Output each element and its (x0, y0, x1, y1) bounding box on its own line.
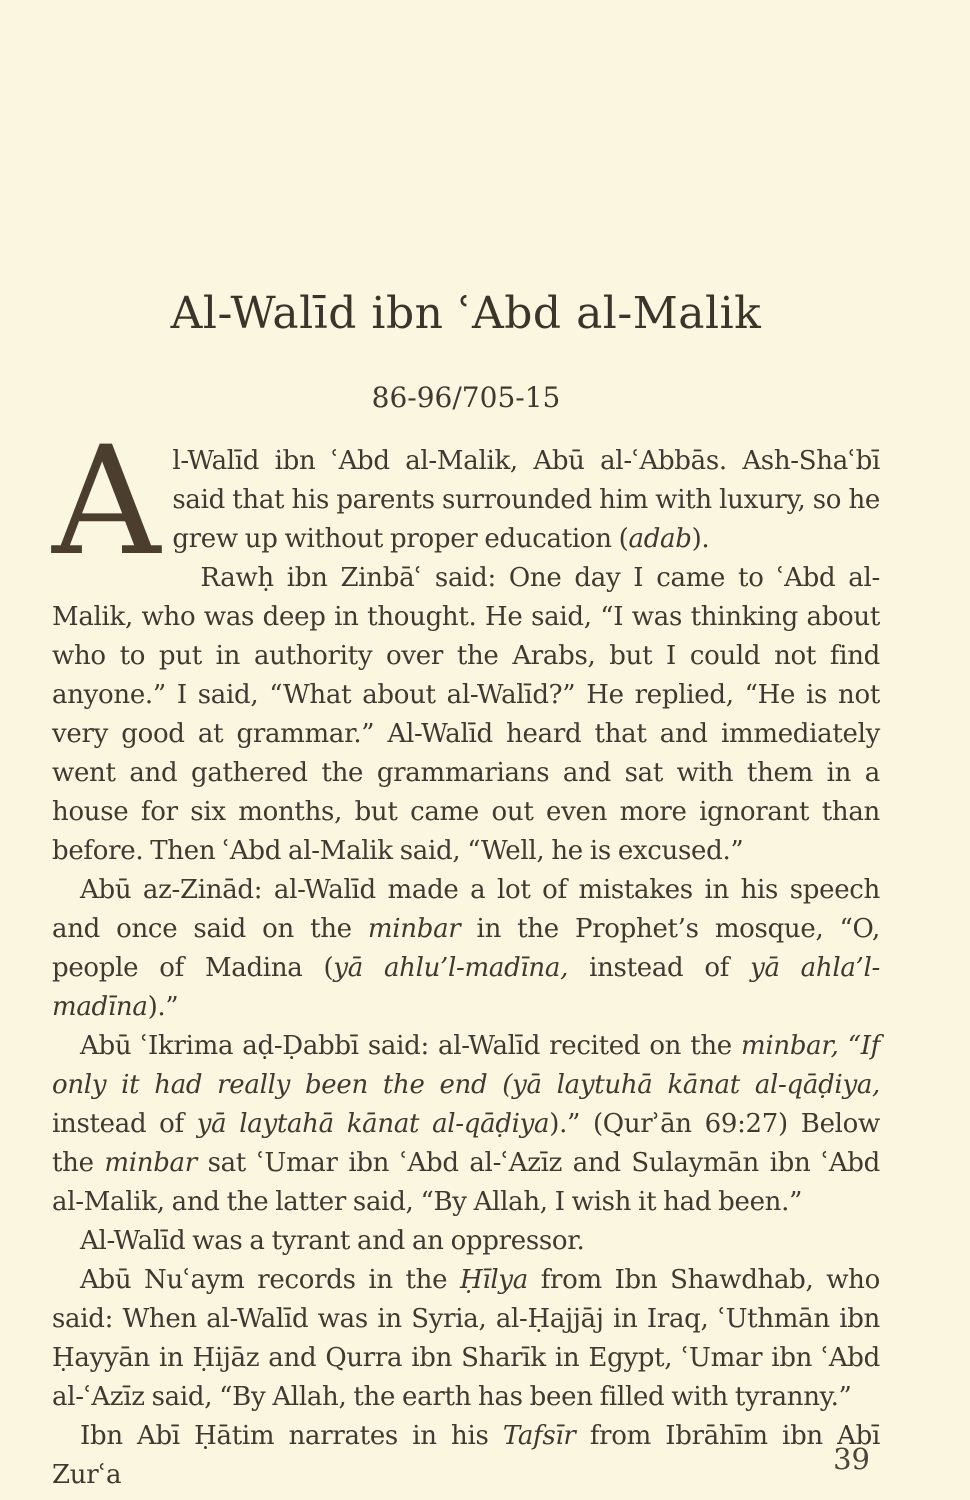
paragraph (52, 415, 880, 589)
chapter-dates: 86-96/705-15 (371, 381, 561, 414)
italic-text-run: minbar, “If only it had really been the end (yā laytuhā kānat al-qāḍiya, (52, 1031, 880, 1100)
paragraph (52, 1222, 880, 1261)
paragraph (52, 1261, 880, 1417)
italic-text-run: minbar (367, 914, 461, 944)
drop-cap-letter: A (52, 415, 161, 589)
italic-text-run: minbar (104, 1148, 197, 1178)
text-run: from Ibn Shawdhab, who said: When al-Walīd was in Syria, al-Ḥajjāj in Iraq, ʿUthmān ibn Ḥayyān in Ḥijāz and Qurra ibn Sharīk in Egypt, ʿUmar ibn ʿAbd al-ʿAzīz said, “By Allah, the earth has been filled with tyranny.” (52, 1265, 880, 1412)
text-run: Rawḥ ibn Zinbāʿ said: One day I came to ʿAbd al-Malik, who was deep in thought. He said, “I was thinking about who to put in authority over the Arabs, but I could not find anyone.” I said, “What about al-Walīd?” He replied, “He is not very good at grammar.” Al-Walīd heard that and immediately went and gathered the grammarians and sat with them in a house for six months, but came out even more ignorant than before. Then ʿAbd al-Malik said, “Well, he is excused.” (52, 563, 880, 866)
text-run: in the Prophet’s mosque, “O, people of Madina ( (52, 914, 880, 983)
paragraph (52, 1417, 880, 1495)
paragraph (52, 1027, 880, 1222)
text-run: sat ʿUmar ibn ʿAbd al-ʿAzīz and Sulaymān ibn ʿAbd al-Malik, and the latter said, “By Allah, I wish it had been.” (52, 1148, 880, 1217)
page-number: 39 (833, 1442, 870, 1476)
text-run: ). (691, 524, 710, 554)
italic-text-run: yā laytahā kānat al-qāḍiya (196, 1109, 550, 1139)
text-run: Ibn Abī Ḥātim narrates in his (80, 1421, 503, 1451)
italic-text-run: yā ahla’l-madīna (52, 953, 881, 1022)
text-run: ).” (Qurʾān 69:27) Below the (52, 1109, 880, 1178)
paragraph (52, 871, 880, 1027)
text-run: ).” (147, 992, 179, 1022)
text-run: instead of (52, 1109, 197, 1139)
italic-text-run: Ḥīlya (459, 1265, 528, 1295)
chapter-body (52, 415, 881, 1495)
text-run: instead of (568, 953, 751, 983)
italic-text-run: Tafsīr (502, 1421, 576, 1451)
paragraph (52, 559, 880, 871)
text-run: Al-Walīd was a tyrant and an oppressor. (80, 1226, 585, 1256)
italic-text-run: yā ahlu’l-madīna, (333, 953, 569, 983)
text-run: Abū az-Zinād: al-Walīd made a lot of mistakes in his speech and once said on the (52, 875, 880, 944)
italic-text-run: adab (628, 524, 692, 554)
text-run: from Ibrāhīm ibn Abī Zurʿa (52, 1421, 880, 1490)
text-run: l-Walīd ibn ʿAbd al-Malik, Abū al-ʿAbbās. Ash-Shaʿbī said that his parents surrounded him with luxury, so he grew up without proper education ( (172, 446, 880, 554)
text-run: Abū Nuʿaym records in the (80, 1265, 460, 1295)
text-run: Abū ʿIkrima aḍ-Ḍabbī said: al-Walīd recited on the (80, 1031, 741, 1061)
chapter-title: Al-Walīd ibn ʿAbd al-Malik (170, 288, 762, 339)
